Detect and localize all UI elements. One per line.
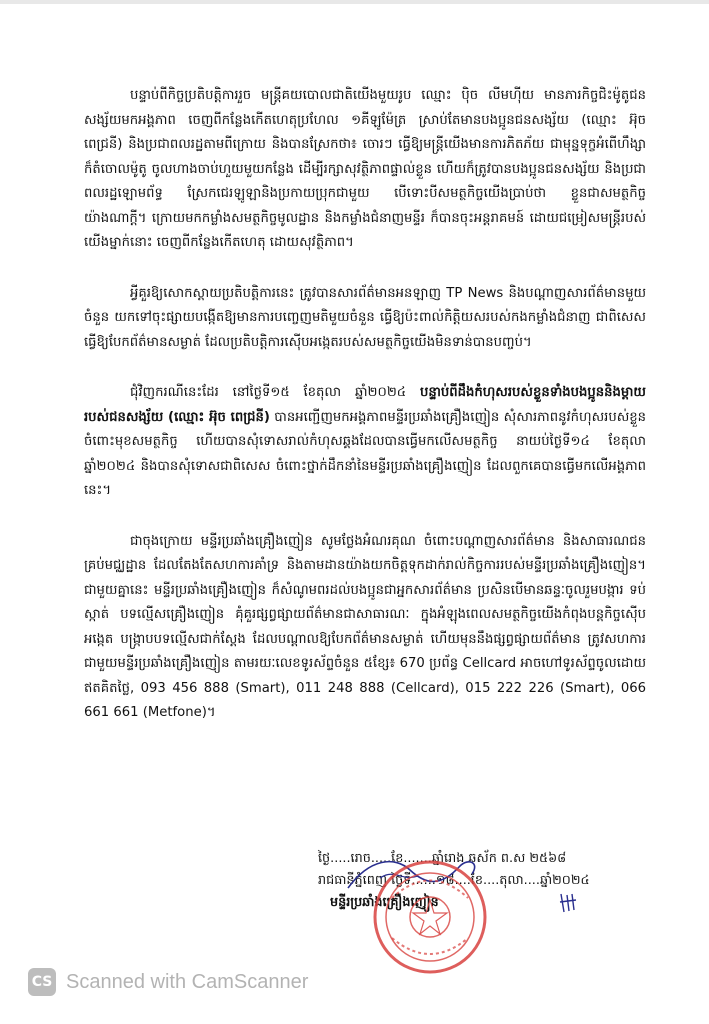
solar-date: រាជធានីភ្នំពេញ ថ្ងៃទី......១៨....ខែ....តុលា....ឆ្នាំ២០២៤ [318,873,590,888]
lunar-date: ថ្ងៃ.....រោច.....ខែ.......ឆ្នាំរោង ឆស័ក ព.ស ២៥៦៨ [318,851,567,866]
official-seal [370,858,490,976]
handwritten-initial [558,892,578,914]
document-body [84,84,646,726]
camscanner-text: Scanned with CamScanner [66,970,309,993]
scan-top-edge [0,0,709,4]
apology-bold-text: បន្ទាប់ពីដឹងកំហុសរបស់ខ្លួនទាំងបងប្អូននិងម្តាយរបស់ជនសង្ស័យ (ឈ្មោះ អ៊ុច ពេជ្រនី) [84,385,646,425]
apology-intro: ជុំវិញករណីនេះដែរ នៅថ្ងៃទី១៥ ខែតុលា ឆ្នាំ២០២៤ [130,385,420,400]
paragraph-closing: ជាចុងក្រោយ មន្ទីរប្រឆាំងគ្រឿងញៀន សូមថ្លែងអំណរគុណ ចំពោះបណ្តាញសារព័ត៌មាន និងសាធារណជនគ្រប់មជ្ឈដ្ឋាន ដែលតែងតែសហការគាំទ្រ និងតាមដានយ៉ាងយកចិត្តទុកដាក់រាល់កិច្ចការរបស់មន្ទីរប្រឆាំងគ្រឿងញៀន។ ជាមួយគ្នានេះ មន្ទីរប្រឆាំងគ្រឿងញៀន ក៏សំណូមពរដល់បងប្អូនជាអ្នកសារព័ត៌មាន ប្រសិនបើមានឆន្ទៈចូលរួមបង្ការ ទប់ស្កាត់ បទល្មើសគ្រឿងញៀន គុំគួរផ្សព្វផ្សាយព័ត៌មានជាសាធារណៈ ក្នុងអំឡុងពេលសមត្ថកិច្ចយើងកំពុងបន្តកិច្ចស៊ើបអង្កេត បង្ក្រាបបទល្មើសជាក់ស្តែង ដែលបណ្តាលឱ្យបែកព័ត៌មានសម្ងាត់ ហើយមុននឹងផ្សព្វផ្សាយព័ត៌មាន ត្រូវសហការជាមួយមន្ទីរប្រឆាំងគ្រឿងញៀន តាមរយៈលេខទូរស័ព្ទចំនួន ៥ខ្សែ៖ 670 ប្រព័ន្ធ Cellcard អាចហៅទូរស័ព្ទចូលដោយឥតគិតថ្លៃ, 093 456 888 (Smart), 011 248 888 (Cellcard), 015 222 226 (Smart), 066 661 661 (Metfone)។ [84,533,646,720]
camscanner-watermark [28,968,308,996]
paragraph-apology [84,381,646,504]
paragraph-incident: បន្ទាប់ពីកិច្ចប្រតិបត្តិការរួច មន្ត្រីគយបោលជាតិយើងមួយរូប ឈ្មោះ ប៉ិច លីមហុីយ មានភារកិច្ចជិះម៉ូតូជនសង្ស័យមកអង្គភាព ចេញពីកន្លែងកើតហេតុប្រហែល ១គីឡូម៉ែត្រ ស្រាប់តែមានបងប្អូនជនសង្ស័យ (ឈ្មោះ អ៊ុច ពេជ្រនី) និងប្រជាពលរដ្ឋតាមពីក្រោយ និងបានស្រែកថា៖ ចោរៗ ធ្វើឱ្យមន្ត្រីយើងមានការភិតភ័យ ជាមុន្នទុក្ខអំពើហឹង្សា ក៏តំចោលម៉ូតូ ចូលហាងចាប់ហួយមួយកន្លែង ដើម្បីរក្សាសុវត្ថិភាពផ្ទាល់ខ្លួន ហើយក៏ត្រូវបានបងប្អូនជនសង្ស័យ និងប្រជាពលរដ្ឋឡោមព័ទ្ធ ស្រែកជេរឡូឡានិងប្រកាយប្រុកជាមួយ បើទោះបីសមត្ថកិច្ចយើងប្រាប់ថា ខ្លួនជាសមត្ថកិច្ចយ៉ាងណាក្តី។ ក្រោយមកកម្លាំងសមត្ថកិច្ចមូលដ្ឋាន និងកម្លាំងជំនាញមន្ទីរ ក៏បានចុះអន្តរាគមន៍ ដោយជម្រៀសមន្ត្រីរបស់យើងម្នាក់នោះ ចេញពីកន្លែងកើតហេតុ ដោយសុវត្ថិភាព។ [84,88,646,250]
apology-rest: បានអញ្ជើញមកអង្គភាពមន្ទីរប្រឆាំងគ្រឿងញៀន សុំសារភាពនូវកំហុសរបស់ខ្លួន ចំពោះមុខសមត្ថកិច្ច ហើយបានសុំទោសរាល់កំហុសឆ្គងដែលបានធ្វើមកលើសមត្ថកិច្ច នាយប់ថ្ងៃទី១៤ ខែតុលា ឆ្នាំ២០២៤ និងបានសុំទោសជាពិសេស ចំពោះថ្នាក់ដឹកនាំនៃមន្ទីរប្រឆាំងគ្រឿងញៀន ដែលពួកគេបានធ្វើមកលើអង្គភាពនេះ។ [84,409,646,498]
camscanner-logo: CS [28,968,56,996]
paragraph-media-report: អ្វីគួរឱ្យសោកស្តាយប្រតិបត្តិការនេះ ត្រូវបានសារព័ត៌មានអនឡាញ TP News និងបណ្តាញសារព័ត៌មានមួយចំនួន យកទៅចុះផ្សាយបង្កើតឱ្យមានការបញ្ចេញមតិមួយចំនួន ធ្វើឱ្យប៉ះពាល់កិត្តិយសរបស់កងកម្លាំងជំនាញ ជាពិសេសធ្វើឱ្យបែកព័ត៌មានសម្ងាត់ ដែលប្រតិបត្តិការស៊ើបអង្កេតរបស់សមត្ថកិច្ចយើងមិនទាន់បានបញ្ចប់។ [84,285,646,350]
issuing-organization: មន្ទីរប្រឆាំងគ្រឿងញៀន [330,895,439,910]
